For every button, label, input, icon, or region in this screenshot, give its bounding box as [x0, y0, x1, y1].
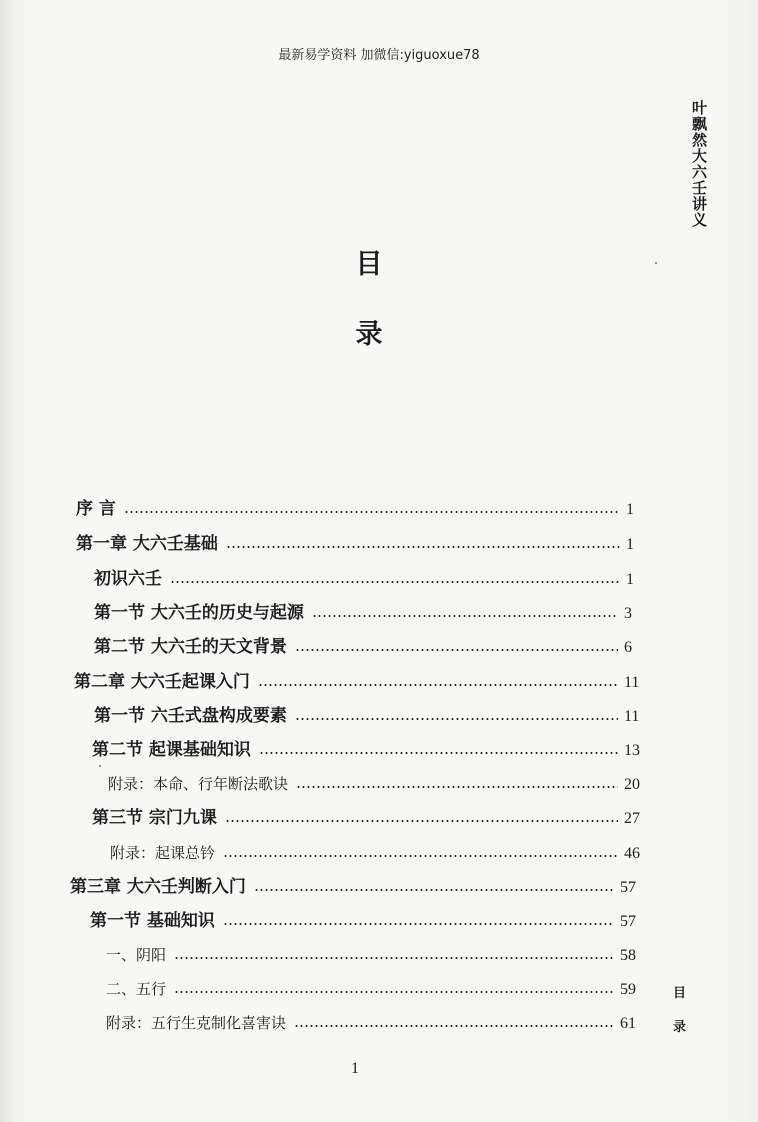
toc-entry[interactable] — [94, 563, 656, 589]
toc-entry-label: 第一章 大六壬基础 — [76, 534, 218, 554]
toc-entry-page: 20 — [624, 776, 640, 793]
toc-entry-page: 1 — [626, 536, 634, 553]
toc-entry-page: 1 — [626, 501, 634, 518]
toc-dot-leader — [259, 752, 618, 754]
toc-entry-label: 第三章 大六壬判断入门 — [70, 877, 246, 897]
page-number: 1 — [351, 1060, 359, 1077]
toc-entry-label: 附录：起课总钤 — [110, 844, 216, 862]
toc-entry-label: 第一节 大六壬的历史与起源 — [94, 603, 304, 623]
toc-entry-label: 一、阴阳 — [106, 946, 167, 964]
toc-entry[interactable] — [70, 871, 650, 897]
toc-entry-page: 13 — [624, 742, 640, 759]
header-note: 最新易学资料 加微信:yiguoxue78 — [278, 48, 480, 63]
toc-dot-leader — [254, 889, 614, 891]
toc-entry-label: 序 言 — [76, 499, 116, 519]
toc-entry-page: 58 — [620, 947, 636, 964]
toc-entry-page: 59 — [620, 981, 636, 998]
toc-dot-leader — [223, 923, 614, 925]
toc-entry[interactable] — [106, 973, 650, 999]
side-mark-mu: 目 — [673, 986, 687, 1001]
toc-entry-label: 第二章 大六壬起课入门 — [74, 672, 250, 692]
toc-dot-leader — [124, 511, 620, 513]
book-title-vertical: 叶飘然大六壬讲义 — [690, 100, 708, 228]
toc-entry-label: 第一节 六壬式盘构成要素 — [94, 706, 287, 726]
toc-entry[interactable] — [110, 837, 654, 863]
side-mark-lu: 录 — [673, 1020, 687, 1035]
toc-entry[interactable] — [106, 1007, 650, 1033]
toc-entry-page: 46 — [624, 845, 640, 862]
toc-entry-page: 11 — [624, 708, 640, 725]
toc-entry-page: 57 — [620, 913, 636, 930]
toc-entry-label: 二、五行 — [106, 980, 167, 998]
toc-dot-leader — [296, 786, 618, 788]
toc-entry-label: 第三节 宗门九课 — [92, 808, 217, 828]
toc-entry[interactable] — [94, 700, 654, 726]
toc-dot-leader — [312, 615, 618, 617]
toc-entry[interactable] — [76, 493, 656, 519]
toc-entry-page: 27 — [624, 810, 640, 827]
toc-entry-label: 初识六壬 — [94, 569, 162, 589]
toc-heading-char-1: 目 — [355, 249, 383, 280]
toc-entry-page: 1 — [626, 571, 634, 588]
toc-entry-page: 61 — [620, 1015, 636, 1032]
toc-entry-page: 6 — [624, 639, 632, 656]
toc-entry-label: 第一节 基础知识 — [90, 911, 215, 931]
toc-entry[interactable] — [94, 631, 654, 657]
toc-dot-leader — [294, 1025, 614, 1027]
toc-entry[interactable] — [92, 802, 654, 828]
toc-dot-leader — [226, 546, 620, 548]
toc-entry[interactable] — [94, 597, 654, 623]
toc-entry-label: 附录：五行生克制化喜害诀 — [106, 1014, 287, 1032]
toc-entry[interactable] — [108, 768, 654, 794]
toc-dot-leader — [174, 957, 614, 959]
toc-entry[interactable] — [90, 905, 650, 931]
toc-dot-leader — [174, 991, 614, 993]
toc-dot-leader — [295, 718, 618, 720]
toc-entry-label: 第二节 起课基础知识 — [92, 740, 251, 760]
toc-entry[interactable] — [74, 666, 654, 692]
toc-entry[interactable] — [76, 528, 656, 554]
toc-entry[interactable] — [106, 939, 650, 965]
toc-heading-char-2: 录 — [355, 319, 383, 350]
toc-entry-page: 3 — [624, 605, 632, 622]
toc-dot-leader — [223, 855, 618, 857]
toc-entry-label: 附录：本命、行年断法歌诀 — [108, 775, 289, 793]
toc-entry-page: 11 — [624, 674, 640, 691]
toc-entry-page: 57 — [620, 879, 636, 896]
toc-dot-leader — [295, 649, 618, 651]
toc-dot-leader — [170, 581, 620, 583]
toc-dot-leader — [258, 684, 618, 686]
toc-dot-leader — [225, 820, 618, 822]
toc-entry-label: 第二节 大六壬的天文背景 — [94, 637, 287, 657]
toc-entry[interactable] — [92, 734, 654, 760]
